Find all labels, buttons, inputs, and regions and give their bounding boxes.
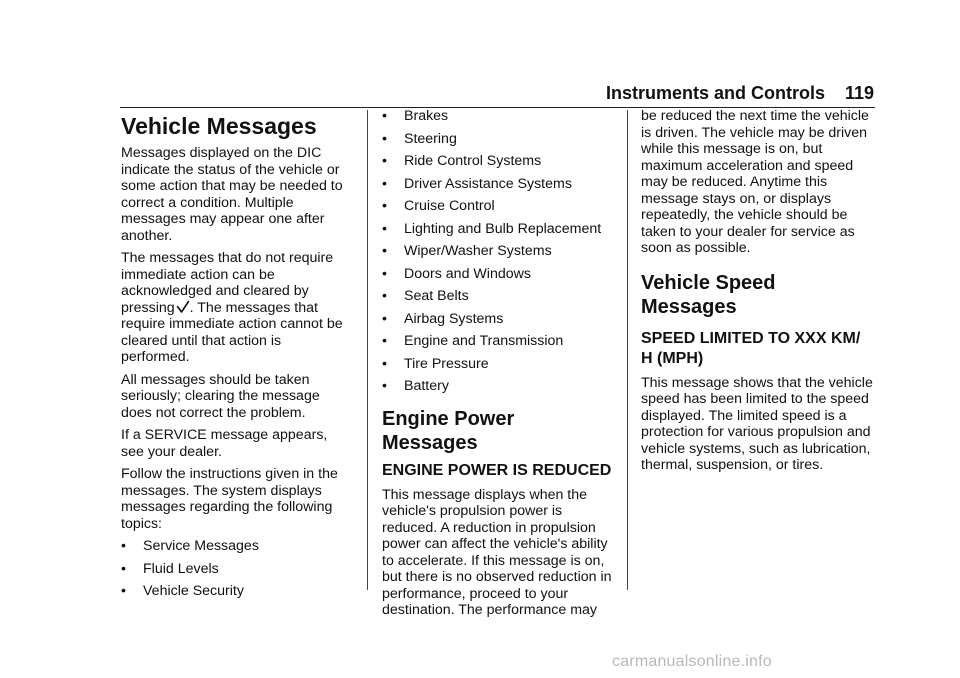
bullet: •: [121, 560, 126, 577]
column-divider-1: [367, 110, 368, 590]
page-header: [606, 80, 874, 106]
list-item-text: Driver Assistance Systems: [404, 175, 572, 192]
bullet: •: [382, 355, 387, 372]
list-item-text: Steering: [404, 130, 457, 147]
paragraph-text: . The messages that require immediate action cannot be cleared until that action is performed.: [121, 299, 343, 365]
bullet: •: [382, 265, 387, 282]
list-item: [382, 378, 614, 395]
list-item-text: Battery: [404, 378, 449, 394]
list-item-text: Engine and Transmission: [404, 333, 564, 349]
column-1: [121, 108, 353, 606]
page-number: 119: [844, 82, 874, 103]
paragraph: This message displays when the vehicle's propulsion power is reduced. A reduction in propulsion power can affect the vehicle's ability to accelerate. If this message is on, but there is no observed reduction in performance, proceed to your destination. The performance may: [382, 486, 612, 618]
vehicle-speed-messages-heading: Vehicle Speed Messages: [641, 271, 776, 318]
paragraph-acknowledge: [121, 250, 353, 366]
section-title: Instruments and Controls: [606, 82, 826, 103]
engine-power-reduced-subheading: ENGINE POWER IS REDUCED: [382, 461, 612, 479]
list-item-text: Tire Pressure: [404, 355, 489, 372]
bullet: •: [121, 583, 126, 599]
paragraph-text: The messages that do not require immediate action can be acknowledged and cleared by pressing: [121, 250, 334, 316]
list-item-text: Cruise Control: [404, 198, 495, 214]
list-item: [382, 333, 614, 350]
bullet: •: [382, 198, 387, 214]
bullet: •: [382, 288, 387, 304]
list-item-text: Doors and Windows: [404, 265, 531, 282]
paragraph: This message shows that the vehicle speed has been limited to the speed displayed. The limited speed is a protection for various propulsion and vehicle systems, such as lubrication, thermal, suspension, or tires.: [641, 374, 873, 473]
list-item-text: Brakes: [404, 108, 449, 124]
list-item-text: Service Messages: [143, 538, 259, 554]
topic-list: [121, 538, 353, 600]
bullet: •: [382, 333, 387, 349]
bullet: •: [382, 175, 387, 192]
list-item-text: Seat Belts: [404, 288, 469, 304]
list-item-text: Fluid Levels: [143, 560, 219, 577]
list-item: [121, 561, 353, 578]
list-item: [382, 243, 614, 260]
bullet: •: [382, 130, 387, 147]
topic-list: [382, 108, 614, 395]
bullet: •: [382, 310, 387, 327]
list-item: [382, 311, 614, 328]
bullet: •: [382, 153, 387, 169]
bullet: •: [121, 538, 126, 554]
column-divider-2: [627, 110, 628, 590]
paragraph: All messages should be taken seriously; clearing the message does not correct the problem.: [121, 371, 320, 421]
paragraph: If a SERVICE message appears, see your dealer.: [121, 427, 328, 460]
list-item: [382, 176, 614, 193]
engine-power-messages-heading: Engine Power Messages: [382, 407, 515, 454]
column-3: [641, 108, 875, 480]
list-item: [382, 356, 614, 373]
list-item: [121, 583, 353, 600]
list-item-text: Wiper/Washer Systems: [404, 243, 552, 259]
vehicle-messages-heading: Vehicle Messages: [121, 113, 317, 139]
list-item: [121, 538, 353, 555]
bullet: •: [382, 220, 387, 237]
list-item: [382, 153, 614, 170]
column-2: [382, 108, 614, 625]
list-item-text: Ride Control Systems: [404, 153, 542, 169]
list-item: [382, 266, 614, 283]
speed-limited-subheading: SPEED LIMITED TO XXX KM/ H (MPH): [641, 329, 861, 367]
list-item: [382, 288, 614, 305]
list-item: [382, 221, 614, 238]
list-item: [382, 108, 614, 125]
list-item: [382, 198, 614, 215]
checkmark-icon: [176, 300, 190, 314]
list-item-text: Vehicle Security: [143, 583, 244, 599]
list-item-text: Lighting and Bulb Replacement: [404, 220, 602, 237]
bullet: •: [382, 108, 387, 124]
list-item: [382, 131, 614, 148]
paragraph: Messages displayed on the DIC indicate the status of the vehicle or some action that may be needed to correct a condition. Multiple messages may appear one after another.: [121, 145, 343, 244]
paragraph: be reduced the next time the vehicle is driven. The vehicle may be driven while this message is on, but maximum acceleration and speed may be reduced. Anytime this message stays on, or displays repeatedly, the vehicle should be taken to your dealer for service as soon as possible.: [641, 108, 869, 256]
bullet: •: [382, 378, 387, 394]
bullet: •: [382, 243, 387, 259]
watermark: carmanualsonline.info: [612, 653, 772, 670]
paragraph: Follow the instructions given in the messages. The system displays messages regarding the following topics:: [121, 466, 338, 532]
list-item-text: Airbag Systems: [404, 310, 504, 327]
